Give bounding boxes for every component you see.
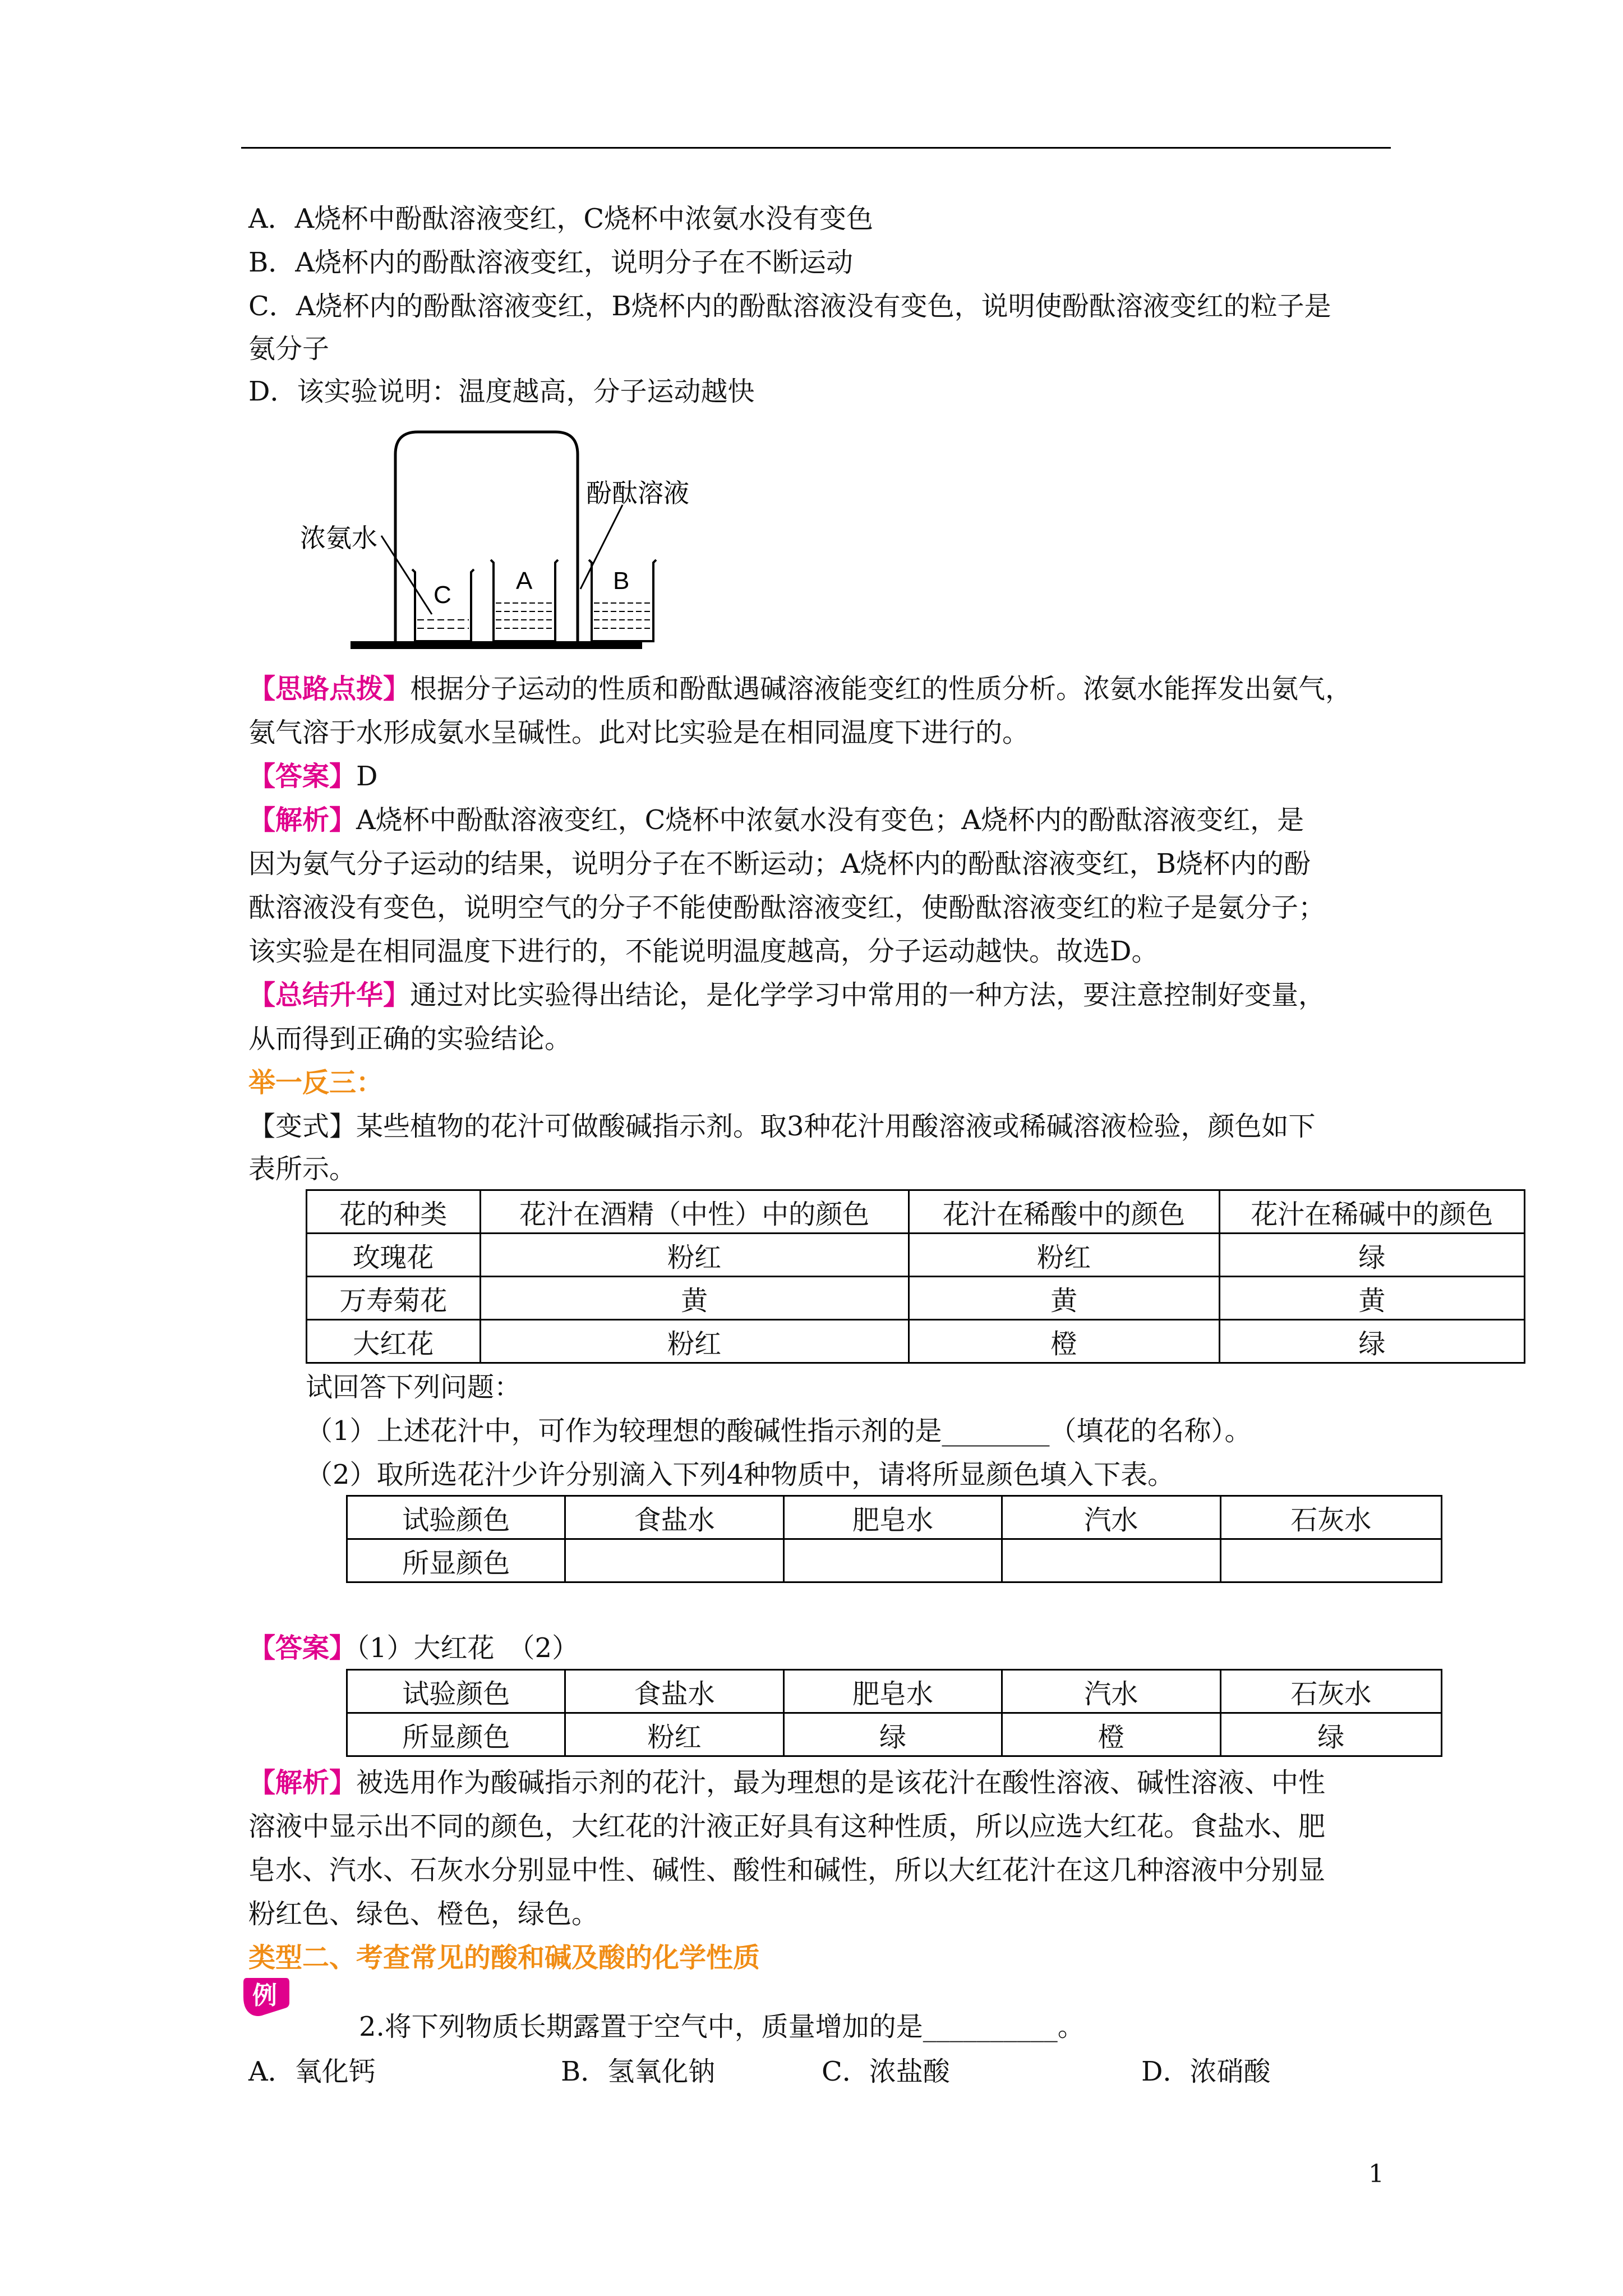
table-header: 花汁在稀碱中的颜色 bbox=[1219, 1190, 1524, 1234]
table-cell: 黄 bbox=[909, 1277, 1219, 1320]
table-header: 肥皂水 bbox=[783, 1670, 1002, 1713]
blank-cell bbox=[1002, 1539, 1220, 1582]
option-d: D．该实验说明：温度越高，分子运动越快 bbox=[248, 376, 755, 407]
option-b: B．A烧杯内的酚酞溶液变红，说明分子在不断运动 bbox=[248, 247, 853, 278]
blank-cell bbox=[565, 1539, 783, 1582]
table-row bbox=[347, 1713, 1442, 1756]
blank-cell bbox=[1220, 1539, 1441, 1582]
base-plate bbox=[351, 641, 642, 649]
option-a: A．A烧杯中酚酞溶液变红，C烧杯中浓氨水没有变色 bbox=[248, 203, 874, 234]
label-phenol: 酚酞溶液 bbox=[586, 478, 689, 508]
table-header: 汽水 bbox=[1002, 1496, 1220, 1539]
zongjie-text1: 通过对比实验得出结论，是化学学习中常用的一种方法，要注意控制好变量， bbox=[410, 979, 1326, 1011]
beaker-b-label: B bbox=[613, 567, 630, 595]
flower-table bbox=[306, 1189, 1525, 1364]
table-header: 汽水 bbox=[1002, 1670, 1220, 1713]
table-cell: 粉红 bbox=[480, 1234, 909, 1277]
jiexi1-text1: A烧杯中酚酞溶液变红，C烧杯中浓氨水没有变色；A烧杯内的酚酞溶液变红，是 bbox=[356, 804, 1304, 836]
q2-option-d: D．浓硝酸 bbox=[1141, 2056, 1271, 2087]
table-header: 试验颜色 bbox=[347, 1496, 565, 1539]
table-header-row bbox=[347, 1496, 1442, 1539]
table-cell: 万寿菊花 bbox=[307, 1277, 481, 1320]
table-cell: 玫瑰花 bbox=[307, 1234, 481, 1277]
silu-text1: 根据分子运动的性质和酚酞遇碱溶液能变红的性质分析。浓氨水能挥发出氨气， bbox=[410, 673, 1353, 705]
jiexi2-line4: 粉红色、绿色、橙色，绿色。 bbox=[248, 1898, 599, 1930]
jiexi1-line1 bbox=[248, 799, 1304, 841]
blank-cell bbox=[783, 1539, 1002, 1582]
q2-option-a: A．氧化钙 bbox=[248, 2056, 376, 2087]
juyi-heading: 举一反三： bbox=[248, 1067, 384, 1098]
bianshi-line2: 表所示。 bbox=[248, 1153, 357, 1185]
jiexi2-tag: 【解析】 bbox=[248, 1767, 357, 1798]
question2-stem: 2.将下列物质长期露置于空气中，质量增加的是__________。 bbox=[359, 2011, 1085, 2042]
table-cell: 粉红 bbox=[565, 1713, 783, 1756]
table-header: 花汁在酒精（中性）中的颜色 bbox=[480, 1190, 909, 1234]
table-cell: 粉红 bbox=[909, 1234, 1219, 1277]
table-header: 石灰水 bbox=[1220, 1670, 1441, 1713]
table-header: 食盐水 bbox=[565, 1670, 783, 1713]
table-header: 肥皂水 bbox=[783, 1496, 1002, 1539]
bell-jar bbox=[395, 432, 578, 645]
option-c-continued: 氨分子 bbox=[248, 333, 330, 365]
beaker-a-label: A bbox=[516, 567, 533, 595]
silu-line1 bbox=[248, 668, 1352, 710]
silu-line2: 氨气溶于水形成氨水呈碱性。此对比实验是在相同温度下进行的。 bbox=[248, 717, 1030, 748]
blank-color-table bbox=[346, 1495, 1442, 1583]
questions-intro: 试回答下列问题： bbox=[306, 1372, 522, 1403]
table-cell: 绿 bbox=[1219, 1320, 1524, 1363]
table-cell: 黄 bbox=[480, 1277, 909, 1320]
type2-heading: 类型二、考查常见的酸和碱及酸的化学性质 bbox=[248, 1942, 760, 1973]
answer2-tag: 【答案】 bbox=[248, 1632, 357, 1664]
answer2-line bbox=[248, 1627, 579, 1669]
table-header-row bbox=[307, 1190, 1525, 1234]
jiexi2-line2: 溶液中显示出不同的颜色，大红花的汁液正好具有这种性质，所以应选大红花。食盐水、肥 bbox=[248, 1811, 1326, 1842]
example-badge-icon bbox=[241, 1975, 291, 2018]
answer1-text: D bbox=[356, 761, 378, 792]
answer1-tag: 【答案】 bbox=[248, 761, 357, 792]
table-cell: 大红花 bbox=[307, 1320, 481, 1363]
table-header: 花的种类 bbox=[307, 1190, 481, 1234]
bianshi-line1: 【变式】某些植物的花汁可做酸碱指示剂。取3种花汁用酸溶液或稀碱溶液检验，颜色如下 bbox=[248, 1111, 1316, 1142]
table-cell: 绿 bbox=[783, 1713, 1002, 1756]
ammonia-leader bbox=[381, 536, 432, 614]
example-badge-text: 例 bbox=[252, 1981, 277, 2010]
table-cell: 所显颜色 bbox=[347, 1539, 565, 1582]
table-header: 试验颜色 bbox=[347, 1670, 565, 1713]
table-cell: 所显颜色 bbox=[347, 1713, 565, 1756]
table-cell: 橙 bbox=[909, 1320, 1219, 1363]
zongjie-line2: 从而得到正确的实验结论。 bbox=[248, 1023, 572, 1055]
jiexi1-line4: 该实验是在相同温度下进行的，不能说明温度越高，分子运动越快。故选D。 bbox=[248, 936, 1159, 967]
answer1-line bbox=[248, 755, 378, 798]
table-cell: 橙 bbox=[1002, 1713, 1220, 1756]
header-rule bbox=[241, 147, 1391, 149]
q2-option-b: B．氢氧化钠 bbox=[561, 2056, 716, 2087]
table-row bbox=[307, 1234, 1525, 1277]
table-row bbox=[307, 1320, 1525, 1363]
table-cell: 绿 bbox=[1219, 1234, 1524, 1277]
jiexi1-line2: 因为氨气分子运动的结果，说明分子在不断运动；A烧杯内的酚酞溶液变红，B烧杯内的酚 bbox=[248, 848, 1311, 880]
table-row bbox=[347, 1539, 1442, 1582]
question-2: （2）取所选花汁少许分别滴入下列4种物质中，请将所显颜色填入下表。 bbox=[306, 1459, 1175, 1490]
q2-option-c: C．浓盐酸 bbox=[822, 2056, 950, 2087]
zongjie-tag: 【总结升华】 bbox=[248, 979, 411, 1011]
question-1: （1）上述花汁中，可作为较理想的酸碱性指示剂的是________（填花的名称）。 bbox=[306, 1415, 1252, 1447]
table-header: 花汁在稀酸中的颜色 bbox=[909, 1190, 1219, 1234]
table-cell: 黄 bbox=[1219, 1277, 1524, 1320]
table-row bbox=[307, 1277, 1525, 1320]
zongjie-line1 bbox=[248, 974, 1325, 1016]
beaker-c-label: C bbox=[434, 581, 451, 609]
label-ammonia: 浓氨水 bbox=[300, 523, 377, 553]
table-header-row bbox=[347, 1670, 1442, 1713]
jiexi1-line3: 酞溶液没有变色，说明空气的分子不能使酚酞溶液变红，使酚酞溶液变红的粒子是氨分子； bbox=[248, 892, 1326, 923]
table-cell: 绿 bbox=[1220, 1713, 1441, 1756]
option-c: C．A烧杯内的酚酞溶液变红，B烧杯内的酚酞溶液没有变色，说明使酚酞溶液变红的粒子是 bbox=[248, 291, 1331, 322]
jiexi1-tag: 【解析】 bbox=[248, 804, 357, 836]
table-header: 食盐水 bbox=[565, 1496, 783, 1539]
answer2-text: （1）大红花 （2） bbox=[356, 1632, 579, 1664]
jiexi2-text1: 被选用作为酸碱指示剂的花汁，最为理想的是该花汁在酸性溶液、碱性溶液、中性 bbox=[356, 1767, 1326, 1798]
jiexi2-line3: 皂水、汽水、石灰水分别显中性、碱性、酸性和碱性，所以大红花汁在这几种溶液中分别显 bbox=[248, 1855, 1326, 1886]
table-header: 石灰水 bbox=[1220, 1496, 1441, 1539]
jiexi2-line1 bbox=[248, 1761, 1325, 1804]
table-cell: 粉红 bbox=[480, 1320, 909, 1363]
page-number: 1 bbox=[1368, 2160, 1384, 2188]
answer-color-table bbox=[346, 1669, 1442, 1757]
experiment-figure bbox=[297, 421, 701, 656]
silu-tag: 【思路点拨】 bbox=[248, 673, 411, 705]
